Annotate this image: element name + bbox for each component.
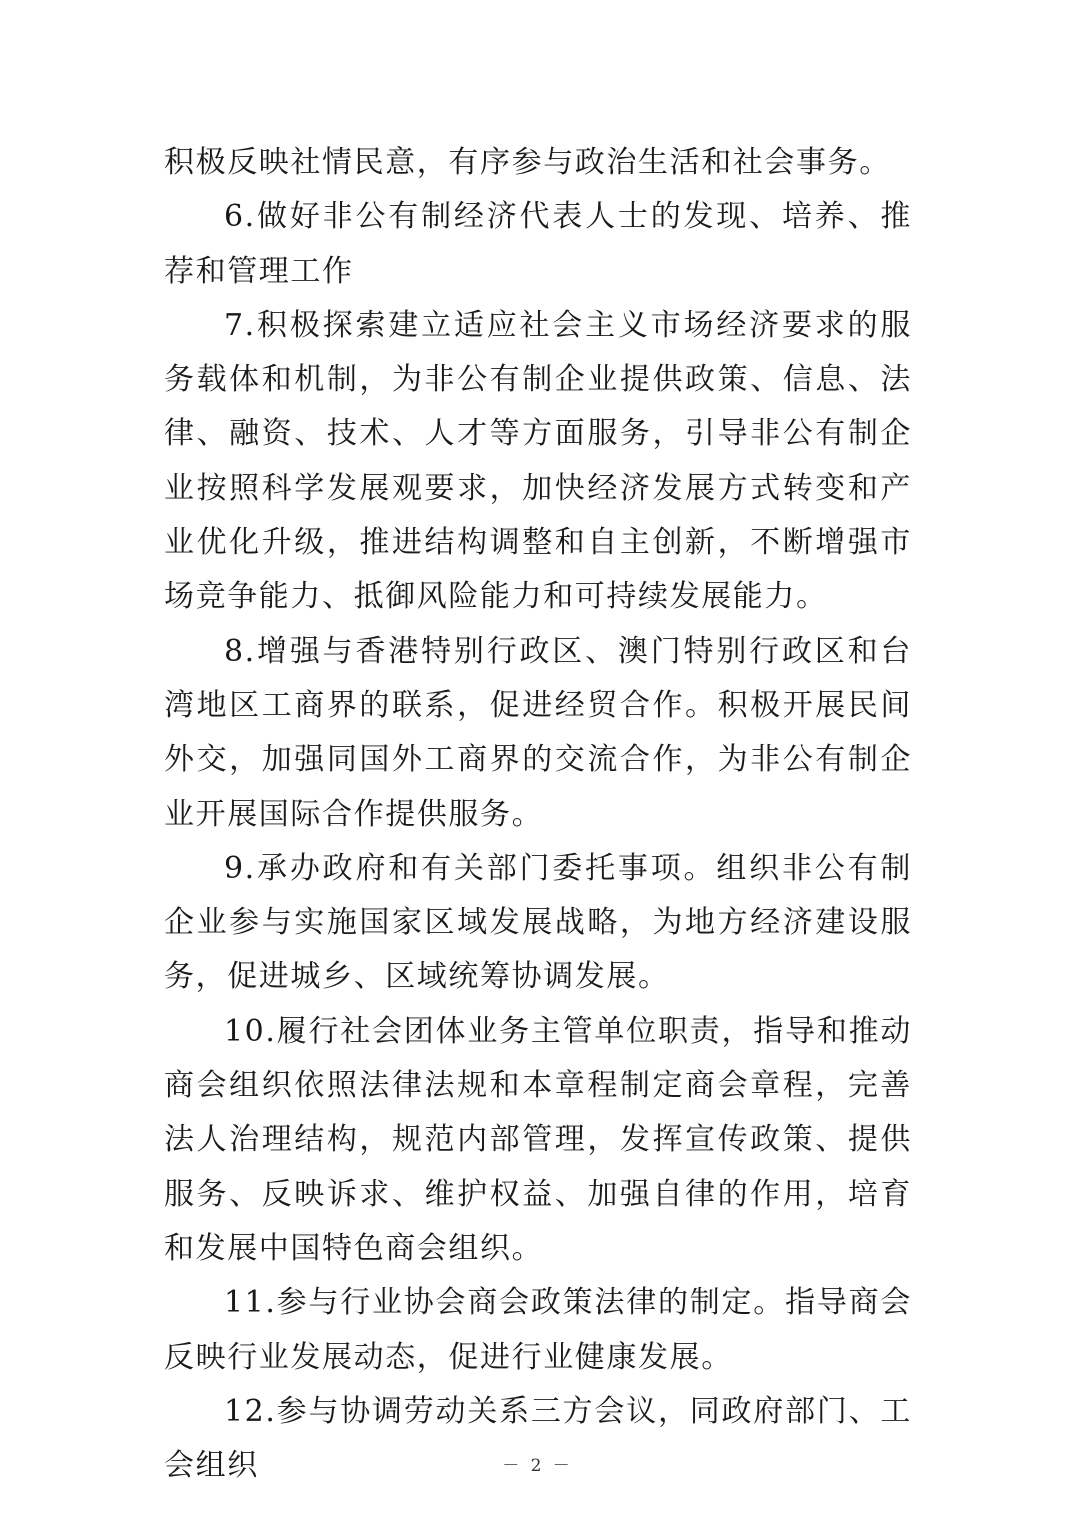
- paragraph-item-6: 6.做好非公有制经济代表人士的发现、培养、推荐和管理工作: [164, 199, 912, 289]
- paragraph-item-8: 8.增强与香港特别行政区、澳门特别行政区和台湾地区工商界的联系，促进经贸合作。积极开展民间外交，加强同国外工商界的交流合作，为非公有制企业开展国际合作提供服务。: [164, 633, 912, 832]
- paragraph-item-7: 7.积极探索建立适应社会主义市场经济要求的服务载体和机制，为非公有制企业提供政策、信息、法律、融资、技术、人才等方面服务，引导非公有制企业按照科学发展观要求，加快经济发展方式转变和产业优化升级，推进结构调整和自主创新，不断增强市场竞争能力、抵御风险能力和可持续发展能力。: [164, 307, 912, 615]
- paragraph-continuation: 积极反映社情民意，有序参与政治生活和社会事务。: [164, 145, 891, 180]
- paragraph-item-12: 12.参与协调劳动关系三方会议，同政府部门、工会组织: [164, 1393, 912, 1484]
- paragraph-item-11: 11.参与行业协会商会政策法律的制定。指导商会反映行业发展动态，促进行业健康发展。: [164, 1285, 912, 1375]
- page-number: － 2 －: [502, 1456, 573, 1476]
- paragraph-item-9: 9.承办政府和有关部门委托事项。组织非公有制企业参与实施国家区域发展战略，为地方经济建设服务，促进城乡、区域统筹协调发展。: [164, 850, 912, 995]
- paragraph-item-10: 10.履行社会团体业务主管单位职责，指导和推动商会组织依照法律法规和本章程制定商会章程，完善法人治理结构，规范内部管理，发挥宣传政策、提供服务、反映诉求、维护权益、加强自律的作用，培育和发展中国特色商会组织。: [164, 1013, 912, 1266]
- body-text: [164, 136, 912, 1493]
